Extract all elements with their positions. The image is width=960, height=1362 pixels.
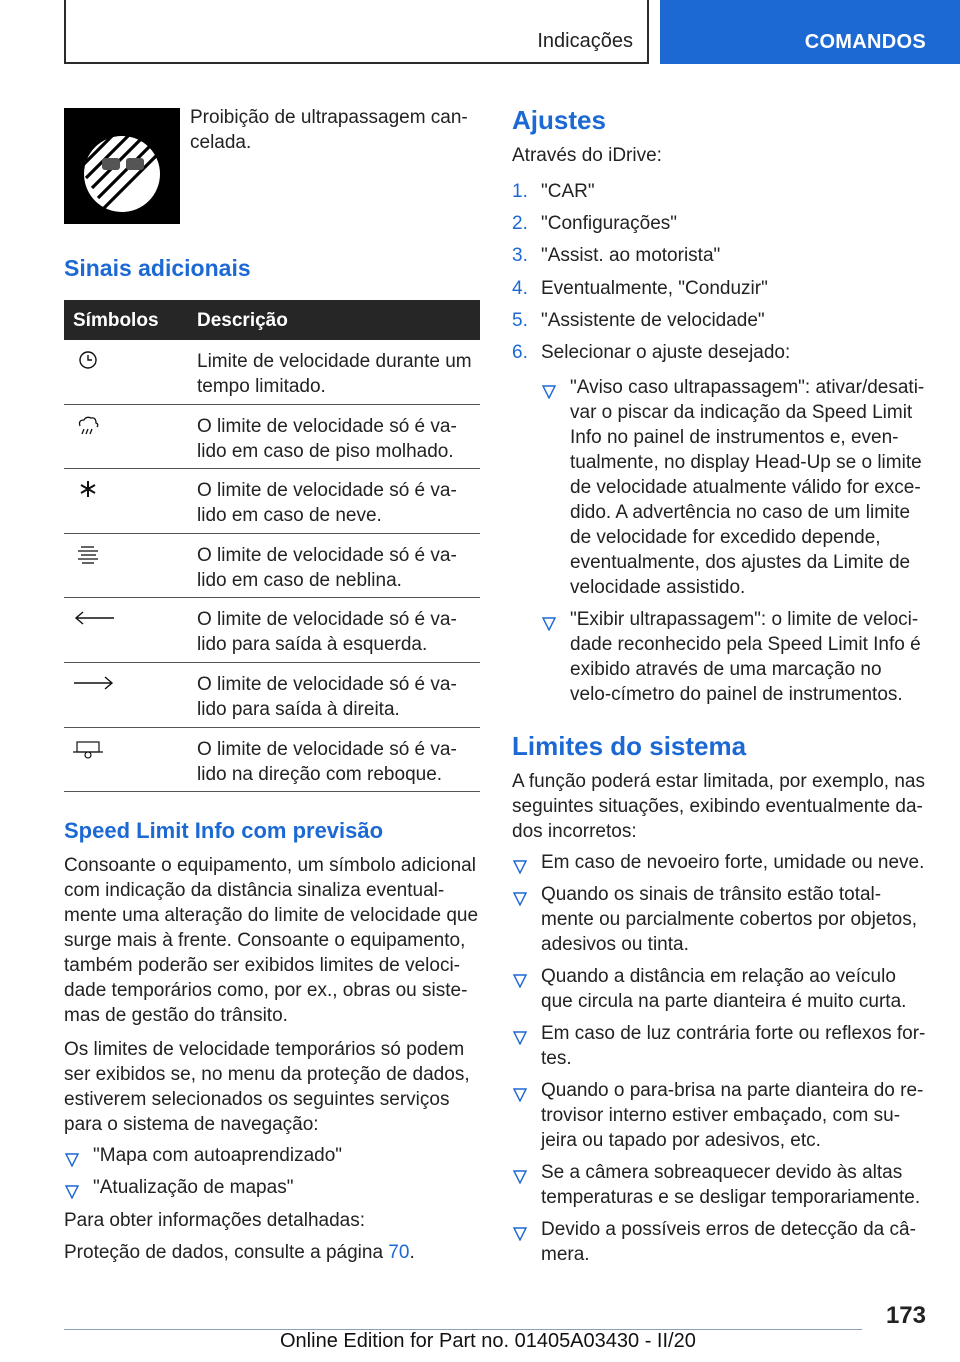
footer-edition bbox=[280, 1330, 696, 1353]
bullet-triangle-icon bbox=[513, 1166, 527, 1180]
table-row bbox=[64, 405, 480, 470]
list-item bbox=[512, 1021, 926, 1071]
list-item bbox=[64, 1143, 482, 1168]
list-item bbox=[64, 1175, 482, 1200]
bullet-triangle-icon bbox=[513, 1223, 527, 1237]
bullet-triangle-icon bbox=[513, 1084, 527, 1098]
table-row bbox=[64, 663, 480, 728]
list-item-text: "Aviso caso ultrapassagem": ativar/desati-var o piscar da indicação da Speed Limit Info no painel de instrumentos e, even-tualmente, no display Head-Up se o limite de velocidade atualmente válido for exce-dido. A advertência no caso de um limite de velocidade for excedido depende, eventualmente, dos ajustes da Limite de velocidade assistido. bbox=[570, 377, 925, 598]
list-item bbox=[541, 375, 926, 600]
list-item-text: Em caso de luz contrária forte ou reflexos for-tes. bbox=[541, 1023, 926, 1069]
paragraph: A função poderá estar limitada, por exemplo, nas seguintes situações, exibindo eventualmente da-dos incorretos: bbox=[512, 771, 925, 842]
bullet-triangle-icon bbox=[65, 1181, 79, 1195]
list-item bbox=[512, 1078, 926, 1153]
table-row-text: O limite de velocidade só é va-lido para saída à esquerda. bbox=[197, 609, 457, 656]
arrow-right-icon bbox=[72, 673, 104, 695]
list-item-text: "Mapa com autoaprendizado" bbox=[93, 1145, 343, 1166]
list-item bbox=[541, 607, 926, 707]
clock-icon bbox=[72, 350, 104, 372]
list-item bbox=[512, 1160, 926, 1210]
list-item bbox=[512, 276, 926, 308]
paragraph: Os limites de velocidade temporários só podem ser exibidos se, no menu da proteção de dados, estiverem selecionados os seguintes serviços para o sistema de navegação: bbox=[64, 1039, 470, 1135]
paragraph-text: Proteção de dados, consulte a página bbox=[64, 1242, 389, 1263]
sign-caption: Proibição de ultrapassagem can-celada. bbox=[190, 107, 468, 153]
list-item bbox=[512, 340, 926, 372]
table-row bbox=[64, 598, 480, 663]
step-number: 4. bbox=[512, 277, 528, 299]
table-row-text: O limite de velocidade só é va-lido em caso de piso molhado. bbox=[197, 415, 457, 462]
bullet-triangle-icon bbox=[542, 613, 556, 627]
additional-signs-table bbox=[64, 300, 480, 792]
rain-icon bbox=[72, 415, 104, 437]
footer-edition-text: Online Edition for Part no. 01405A03430 - II/20 bbox=[280, 1330, 696, 1352]
page-reference-link[interactable]: 70 bbox=[388, 1242, 410, 1263]
list-item-text: "Atualização de mapas" bbox=[93, 1177, 294, 1198]
header-chapter-label: COMANDOS bbox=[804, 31, 926, 53]
trailer-icon bbox=[72, 738, 104, 760]
fog-icon bbox=[72, 544, 104, 566]
bullet-list bbox=[512, 850, 926, 1274]
list-item bbox=[512, 882, 926, 957]
table-row bbox=[64, 728, 480, 793]
list-item-text: Se a câmera sobreaquecer devido às altas temperaturas e se desligar temporariamente. bbox=[541, 1162, 921, 1208]
table-header-description: Descrição bbox=[197, 310, 288, 331]
list-item bbox=[512, 243, 926, 275]
step-number: 5. bbox=[512, 309, 528, 331]
list-item-text: Quando os sinais de trânsito estão total-mente ou parcialmente cobertos por objetos, adesivos ou tinta. bbox=[541, 884, 917, 955]
paragraph: Consoante o equipamento, um símbolo adicional com indicação da distância sinaliza eventual-mente uma alteração do limite de velocidade que surge mais à frente. Consoante o equipamento, também poderão ser exibidos limites de veloci-dade temporários como, por ex., obras ou siste-mas de gestão do trânsito. bbox=[64, 855, 479, 1026]
section-heading-limites: Limites do sistema bbox=[512, 731, 747, 761]
step-text: "Assist. ao motorista" bbox=[541, 245, 721, 267]
arrow-left-icon bbox=[72, 608, 104, 630]
header-section-tab bbox=[64, 0, 649, 64]
table-row-text: Limite de velocidade durante um tempo limitado. bbox=[197, 351, 472, 397]
paragraph bbox=[64, 1240, 482, 1265]
list-item-text: "Exibir ultrapassagem": o limite de veloci-dade reconhecido pela Speed Limit Info é exibido através de uma marcação no velo-címetro do painel de instrumentos. bbox=[570, 609, 921, 705]
list-item-text: Quando o para-brisa na parte dianteira do re-trovisor interno estiver embaçado, com su-jeira ou tapado por adesivos, etc. bbox=[541, 1080, 924, 1151]
step-text: "Assistente de velocidade" bbox=[541, 309, 765, 331]
paragraph: Para obter informações detalhadas: bbox=[64, 1210, 366, 1231]
bullet-triangle-icon bbox=[65, 1149, 79, 1163]
section-heading-sinais: Sinais adicionais bbox=[64, 255, 251, 281]
step-text: Selecionar o ajuste desejado: bbox=[541, 341, 791, 363]
end-of-no-overtaking-sign-icon bbox=[64, 108, 180, 224]
table-header-symbols: Símbolos bbox=[73, 310, 159, 331]
header-chapter-tab bbox=[660, 0, 960, 64]
page-number: 173 bbox=[885, 1302, 926, 1329]
bullet-triangle-icon bbox=[513, 888, 527, 902]
section-heading-ajustes: Ajustes bbox=[512, 105, 606, 135]
paragraph-text: . bbox=[409, 1242, 415, 1263]
step-text: Eventualmente, "Conduzir" bbox=[541, 277, 768, 299]
table-row-text: O limite de velocidade só é va-lido na direção com reboque. bbox=[197, 738, 457, 785]
step-number: 3. bbox=[512, 245, 528, 267]
ordered-list bbox=[512, 179, 926, 372]
table-row bbox=[64, 340, 480, 405]
list-item bbox=[512, 964, 926, 1014]
list-item bbox=[512, 850, 926, 875]
list-item bbox=[512, 179, 926, 211]
step-number: 2. bbox=[512, 213, 528, 235]
step-number: 6. bbox=[512, 341, 528, 363]
list-item-text: Em caso de nevoeiro forte, umidade ou neve. bbox=[541, 852, 925, 873]
list-item bbox=[512, 308, 926, 340]
snowflake-icon bbox=[72, 479, 104, 501]
bullet-triangle-icon bbox=[513, 970, 527, 984]
bullet-triangle-icon bbox=[513, 1027, 527, 1041]
list-item bbox=[512, 1217, 926, 1267]
list-item-text: Devido a possíveis erros de detecção da câ-mera. bbox=[541, 1219, 916, 1265]
header-section-label: Indicações bbox=[537, 30, 633, 52]
step-number: 1. bbox=[512, 181, 528, 202]
list-item-text: Quando a distância em relação ao veículo que circula na parte dianteira é muito curta. bbox=[541, 966, 907, 1012]
table-row-text: O limite de velocidade só é va-lido para saída à direita. bbox=[197, 673, 457, 720]
step-text: "CAR" bbox=[541, 181, 595, 202]
table-row bbox=[64, 469, 480, 534]
bullet-triangle-icon bbox=[542, 381, 556, 395]
table-header bbox=[64, 300, 480, 340]
table-row-text: O limite de velocidade só é va-lido em caso de neblina. bbox=[197, 544, 457, 591]
list-item bbox=[512, 211, 926, 243]
bullet-triangle-icon bbox=[513, 856, 527, 870]
section-heading-speed-limit-preview: Speed Limit Info com previsão bbox=[64, 818, 384, 843]
table-row bbox=[64, 534, 480, 599]
paragraph: Através do iDrive: bbox=[512, 145, 662, 166]
table-row-text: O limite de velocidade só é va-lido em caso de neve. bbox=[197, 480, 457, 527]
step-text: "Configurações" bbox=[541, 213, 678, 235]
